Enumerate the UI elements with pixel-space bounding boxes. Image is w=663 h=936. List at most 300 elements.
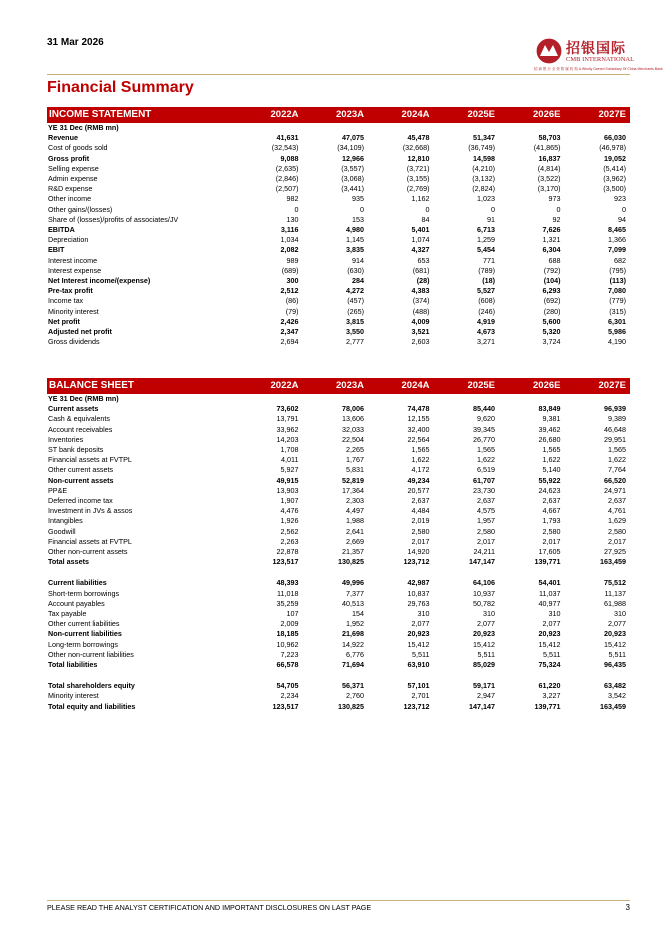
row-value: 1,565: [411, 445, 430, 455]
row-value: 64,106: [473, 578, 495, 588]
row-value: 2,234: [280, 691, 299, 701]
row-value: (3,962): [603, 174, 626, 184]
row-value: 1,565: [542, 445, 561, 455]
row-value: 6,519: [477, 465, 495, 475]
row-value: 688: [548, 255, 561, 265]
row-label: Depreciation: [48, 235, 89, 245]
table-row: [47, 435, 630, 445]
row-value: 23,730: [473, 485, 495, 495]
row-value: 2,077: [608, 619, 626, 629]
row-label: Gross profit: [48, 153, 90, 163]
row-value: 2,512: [280, 286, 299, 296]
row-value: (692): [543, 296, 561, 306]
row-value: (2,635): [275, 163, 299, 173]
row-value: (3,068): [341, 174, 364, 184]
balance-sheet-title: BALANCE SHEET: [47, 378, 237, 394]
row-value: [434, 670, 500, 681]
row-value: 2,303: [346, 496, 364, 506]
row-value: 3,227: [542, 691, 561, 701]
row-value: 1,988: [346, 516, 364, 526]
row-value: 11,018: [277, 588, 299, 598]
row-value: 7,764: [608, 465, 626, 475]
row-value: 17,364: [342, 485, 364, 495]
table-row: [47, 476, 630, 486]
row-value: 20,923: [407, 629, 430, 639]
row-value: 0: [556, 204, 561, 214]
row-label: Admin expense: [48, 174, 98, 184]
year-header: 2027E: [565, 378, 631, 394]
table-row: [47, 256, 630, 266]
row-value: 14,598: [473, 153, 495, 163]
row-value: 3,835: [346, 245, 364, 255]
table-row: [47, 184, 630, 194]
row-value: 14,920: [407, 547, 430, 557]
income-statement-title: INCOME STATEMENT: [47, 107, 237, 123]
row-value: 59,171: [473, 681, 495, 691]
row-value: (374): [412, 296, 430, 306]
row-value: 7,099: [608, 245, 626, 255]
row-value: 1,622: [477, 455, 495, 465]
table-row: [47, 154, 630, 164]
row-label: Total equity and liabilities: [48, 701, 136, 711]
row-value: 61,707: [473, 475, 495, 485]
row-value: (104): [543, 276, 561, 286]
row-value: [303, 670, 369, 681]
row-label: YE 31 Dec (RMB mn): [48, 123, 119, 132]
row-value: 5,511: [412, 649, 430, 659]
year-header: 2026E: [499, 107, 565, 123]
row-value: 3,521: [411, 327, 430, 337]
row-value: [565, 567, 631, 578]
row-value: 1,034: [280, 235, 299, 245]
table-row: [47, 194, 630, 204]
table-row: [47, 578, 630, 588]
row-value: 5,511: [543, 649, 561, 659]
row-label: Other income: [48, 194, 92, 204]
row-value: 923: [614, 194, 626, 204]
row-label: Other non-current assets: [48, 547, 128, 557]
row-label: Financial assets at FVTPL: [48, 536, 132, 546]
row-value: 49,996: [342, 578, 364, 588]
row-label: [47, 567, 237, 578]
row-value: 0: [425, 204, 430, 214]
row-value: 4,272: [346, 286, 364, 296]
table-row: [47, 215, 630, 225]
row-label: Cash & equivalents: [48, 414, 110, 424]
row-value: (28): [416, 276, 430, 286]
table-row: [47, 681, 630, 691]
row-value: 1,926: [280, 516, 299, 526]
row-value: 54,705: [276, 681, 299, 691]
table-row: [47, 629, 630, 639]
row-value: (246): [478, 306, 495, 316]
row-value: 15,412: [538, 639, 561, 649]
row-value: 0: [491, 204, 495, 214]
row-value: 39,462: [538, 424, 561, 434]
row-value: 5,831: [346, 465, 364, 475]
row-value: 935: [352, 194, 364, 204]
row-value: 7,223: [280, 649, 299, 659]
row-value: 32,033: [342, 424, 364, 434]
row-value: (795): [609, 265, 626, 275]
row-value: 22,564: [407, 434, 430, 444]
table-row: [47, 414, 630, 424]
year-header: 2023A: [303, 378, 369, 394]
header-rule: [47, 74, 630, 75]
row-label: Other gains/(losses): [48, 204, 113, 214]
row-value: [368, 670, 434, 681]
table-row: [47, 225, 630, 235]
row-label: Other current assets: [48, 465, 114, 475]
row-value: 29,763: [407, 598, 430, 608]
row-value: 24,211: [473, 547, 495, 557]
row-label: EBITDA: [48, 225, 75, 235]
table-row: [47, 650, 630, 660]
row-value: 1,907: [280, 496, 299, 506]
row-value: 14,203: [276, 434, 299, 444]
row-value: [368, 394, 434, 404]
row-value: 2,017: [477, 536, 495, 546]
row-value: 0: [360, 204, 364, 214]
row-value: (630): [347, 265, 364, 275]
row-label: Current assets: [48, 404, 99, 414]
row-value: 63,482: [604, 681, 626, 691]
row-value: 10,837: [407, 588, 430, 598]
row-value: [565, 394, 631, 404]
row-value: 13,606: [342, 414, 364, 424]
row-value: [237, 123, 303, 133]
table-row: [47, 609, 630, 619]
row-value: 15,412: [407, 639, 430, 649]
row-value: 12,966: [342, 153, 364, 163]
row-value: 2,077: [542, 619, 561, 629]
row-value: 56,371: [342, 681, 364, 691]
table-row: [47, 537, 630, 547]
row-value: [303, 567, 369, 578]
row-value: 83,849: [538, 404, 561, 414]
row-label: Total shareholders equity: [48, 681, 135, 691]
year-header: 2022A: [237, 107, 303, 123]
row-value: 49,915: [276, 475, 299, 485]
table-row: [47, 506, 630, 516]
row-value: 3,271: [477, 337, 495, 347]
row-value: 7,377: [346, 588, 364, 598]
row-value: 2,777: [346, 337, 364, 347]
row-value: 1,622: [608, 455, 626, 465]
row-value: 1,321: [542, 235, 561, 245]
row-value: 4,190: [608, 337, 626, 347]
year-header: 2024A: [368, 378, 434, 394]
table-row: [47, 235, 630, 245]
row-value: (113): [609, 276, 626, 286]
logo-chinese-name: 招银国际: [566, 41, 626, 57]
row-value: (681): [412, 265, 430, 275]
row-value: 1,767: [346, 455, 364, 465]
row-value: 5,454: [477, 245, 495, 255]
row-value: [368, 123, 434, 133]
row-label: YE 31 Dec (RMB mn): [48, 394, 119, 403]
row-value: 42,987: [407, 578, 430, 588]
row-value: 10,962: [276, 639, 299, 649]
row-value: 20,923: [604, 629, 626, 639]
row-value: 74,478: [407, 404, 430, 414]
table-row: [47, 205, 630, 215]
row-value: (4,814): [537, 163, 561, 173]
row-value: (3,557): [341, 163, 364, 173]
row-value: (36,749): [468, 143, 495, 153]
row-value: [565, 670, 631, 681]
page-number: 3: [625, 903, 630, 912]
row-value: (4,210): [472, 163, 495, 173]
row-value: 1,793: [542, 516, 561, 526]
table-row: [47, 589, 630, 599]
table-row: [47, 465, 630, 475]
row-label: Non-current liabilities: [48, 629, 122, 639]
row-value: 40,977: [538, 598, 561, 608]
row-value: 27,925: [604, 547, 626, 557]
row-value: [499, 123, 565, 133]
row-value: (5,414): [603, 163, 626, 173]
year-header: 2025E: [434, 107, 500, 123]
row-label: R&D expense: [48, 184, 93, 194]
row-value: 2,580: [477, 526, 495, 536]
row-value: 3,116: [280, 225, 299, 235]
footer-disclaimer: PLEASE READ THE ANALYST CERTIFICATION AND IMPORTANT DISCLOSURES ON LAST PAGE: [47, 903, 372, 912]
row-value: 57,101: [407, 681, 430, 691]
row-value: 1,622: [411, 455, 430, 465]
row-value: 1,708: [280, 445, 299, 455]
row-value: 6,293: [542, 286, 561, 296]
row-value: 914: [352, 255, 364, 265]
row-value: 9,389: [608, 414, 626, 424]
row-label: EBIT: [48, 245, 65, 255]
row-value: 123,712: [403, 557, 430, 567]
row-value: 39,345: [473, 424, 495, 434]
row-value: 147,147: [469, 557, 495, 567]
row-value: (2,769): [406, 184, 430, 194]
row-value: 2,947: [477, 691, 495, 701]
cmbi-logo: [534, 36, 663, 76]
table-row: [47, 404, 630, 414]
row-value: 2,017: [608, 536, 626, 546]
row-value: 48,393: [276, 578, 299, 588]
row-value: 91: [487, 214, 495, 224]
row-value: 1,162: [411, 194, 430, 204]
row-value: 2,347: [280, 327, 299, 337]
row-label: Long-term borrowings: [48, 639, 118, 649]
row-value: 9,620: [477, 414, 495, 424]
row-value: 130,825: [338, 557, 364, 567]
row-value: [499, 567, 565, 578]
year-header: 2024A: [368, 107, 434, 123]
row-value: 18,185: [276, 629, 299, 639]
row-value: 20,923: [473, 629, 495, 639]
logo-english-name: CMB INTERNATIONAL: [566, 56, 635, 63]
row-value: 1,074: [411, 235, 430, 245]
row-value: (280): [543, 306, 561, 316]
row-value: 46,648: [604, 424, 626, 434]
row-value: [499, 670, 565, 681]
year-header: 2022A: [237, 378, 303, 394]
row-label: Account receivables: [48, 424, 113, 434]
row-value: 123,517: [272, 557, 299, 567]
spacer-row: [47, 670, 630, 681]
row-value: 2,669: [346, 536, 364, 546]
row-label: Investment in JVs & assos: [48, 506, 133, 516]
row-value: 2,580: [411, 526, 430, 536]
row-value: [434, 394, 500, 404]
row-value: 123,517: [272, 701, 299, 711]
row-value: 2,265: [346, 445, 364, 455]
row-value: (3,500): [603, 184, 626, 194]
row-value: 153: [352, 214, 364, 224]
row-label: Minority interest: [48, 306, 99, 316]
row-value: (18): [482, 276, 495, 286]
row-value: 3,815: [346, 316, 364, 326]
row-value: 2,694: [280, 337, 299, 347]
table-row: [47, 276, 630, 286]
row-value: 40,513: [342, 598, 364, 608]
row-value: 1,957: [477, 516, 495, 526]
table-row: [47, 516, 630, 526]
table-row: [47, 496, 630, 506]
row-value: (32,668): [402, 143, 430, 153]
row-value: 4,011: [281, 455, 299, 465]
row-value: 8,465: [608, 225, 626, 235]
income-statement-header: [47, 107, 630, 123]
row-value: 32,400: [407, 424, 430, 434]
row-value: 4,476: [280, 506, 299, 516]
row-value: 1,366: [608, 235, 626, 245]
row-value: 96,939: [604, 404, 626, 414]
row-value: 2,019: [411, 516, 430, 526]
row-value: 22,504: [342, 434, 364, 444]
row-value: 2,082: [280, 245, 299, 255]
row-value: 4,575: [477, 506, 495, 516]
row-value: 58,703: [538, 133, 561, 143]
table-row: [47, 557, 630, 567]
row-value: 66,578: [276, 660, 299, 670]
row-value: (2,824): [472, 184, 495, 194]
row-value: 973: [548, 194, 561, 204]
row-value: 653: [417, 255, 430, 265]
row-value: 3,542: [608, 691, 626, 701]
row-value: 139,771: [534, 701, 561, 711]
table-row: [47, 619, 630, 629]
row-value: (689): [281, 265, 299, 275]
row-value: 66,520: [604, 475, 626, 485]
row-value: 41,631: [276, 133, 299, 143]
row-value: 2,760: [346, 691, 364, 701]
table-row: [47, 266, 630, 276]
row-value: 2,562: [280, 526, 299, 536]
row-value: 1,145: [346, 235, 364, 245]
year-header: 2025E: [434, 378, 500, 394]
row-value: 2,637: [542, 496, 561, 506]
row-value: (46,978): [599, 143, 626, 153]
spacer-row: [47, 567, 630, 578]
row-value: 7,626: [542, 225, 561, 235]
row-value: 2,077: [411, 619, 430, 629]
year-header: 2026E: [499, 378, 565, 394]
row-value: 11,037: [539, 588, 561, 598]
row-value: 15,412: [473, 639, 495, 649]
row-value: (2,846): [275, 174, 299, 184]
row-value: 5,986: [608, 327, 626, 337]
row-value: 2,077: [477, 619, 495, 629]
row-value: 1,629: [608, 516, 626, 526]
row-value: 12,810: [407, 153, 430, 163]
row-value: 4,009: [411, 316, 430, 326]
row-label: Net profit: [48, 316, 80, 326]
row-value: 29,951: [604, 434, 626, 444]
row-label: Intangibles: [48, 516, 83, 526]
row-value: (608): [478, 296, 495, 306]
table-row: [47, 307, 630, 317]
row-value: 0: [294, 204, 299, 214]
row-value: 20,923: [538, 629, 561, 639]
row-label: Selling expense: [48, 163, 99, 173]
row-value: 35,259: [276, 598, 299, 608]
table-row: [47, 337, 630, 347]
row-value: 3,724: [542, 337, 561, 347]
row-value: (41,865): [533, 143, 561, 153]
row-value: 2,641: [346, 526, 364, 536]
row-value: (79): [285, 306, 299, 316]
row-value: 16,837: [538, 153, 561, 163]
row-value: 55,922: [538, 475, 561, 485]
row-value: (792): [543, 265, 561, 275]
table-row: [47, 143, 630, 153]
row-value: 26,770: [473, 434, 495, 444]
row-value: 71,694: [342, 660, 364, 670]
row-value: 2,603: [411, 337, 430, 347]
row-label: Pre-tax profit: [48, 286, 93, 296]
row-value: 13,791: [276, 414, 299, 424]
row-value: (488): [412, 306, 430, 316]
row-value: (3,522): [537, 174, 561, 184]
table-row: [47, 286, 630, 296]
row-value: 6,301: [608, 316, 626, 326]
row-value: 20,577: [407, 485, 430, 495]
row-value: 21,357: [342, 547, 364, 557]
row-value: 50,782: [473, 598, 495, 608]
table-row: [47, 445, 630, 455]
row-value: (3,721): [406, 163, 430, 173]
row-value: 284: [352, 276, 364, 286]
table-row: [47, 164, 630, 174]
row-value: 61,220: [538, 681, 561, 691]
row-value: 139,771: [534, 557, 561, 567]
row-value: 4,383: [411, 286, 430, 296]
row-value: 7,080: [608, 286, 626, 296]
table-row: [47, 317, 630, 327]
row-value: 310: [614, 609, 626, 619]
table-row: [47, 455, 630, 465]
row-value: (86): [285, 296, 299, 306]
row-label: [47, 670, 237, 681]
row-value: 84: [421, 214, 430, 224]
table-row: [47, 245, 630, 255]
row-value: 9,088: [280, 153, 299, 163]
row-value: 2,017: [411, 536, 430, 546]
row-value: 163,459: [600, 557, 626, 567]
row-label: Income tax: [48, 296, 84, 306]
row-label: Interest income: [48, 255, 98, 265]
row-value: 1,565: [608, 445, 626, 455]
row-value: 2,426: [280, 316, 299, 326]
row-label: Deferred income tax: [48, 496, 113, 506]
